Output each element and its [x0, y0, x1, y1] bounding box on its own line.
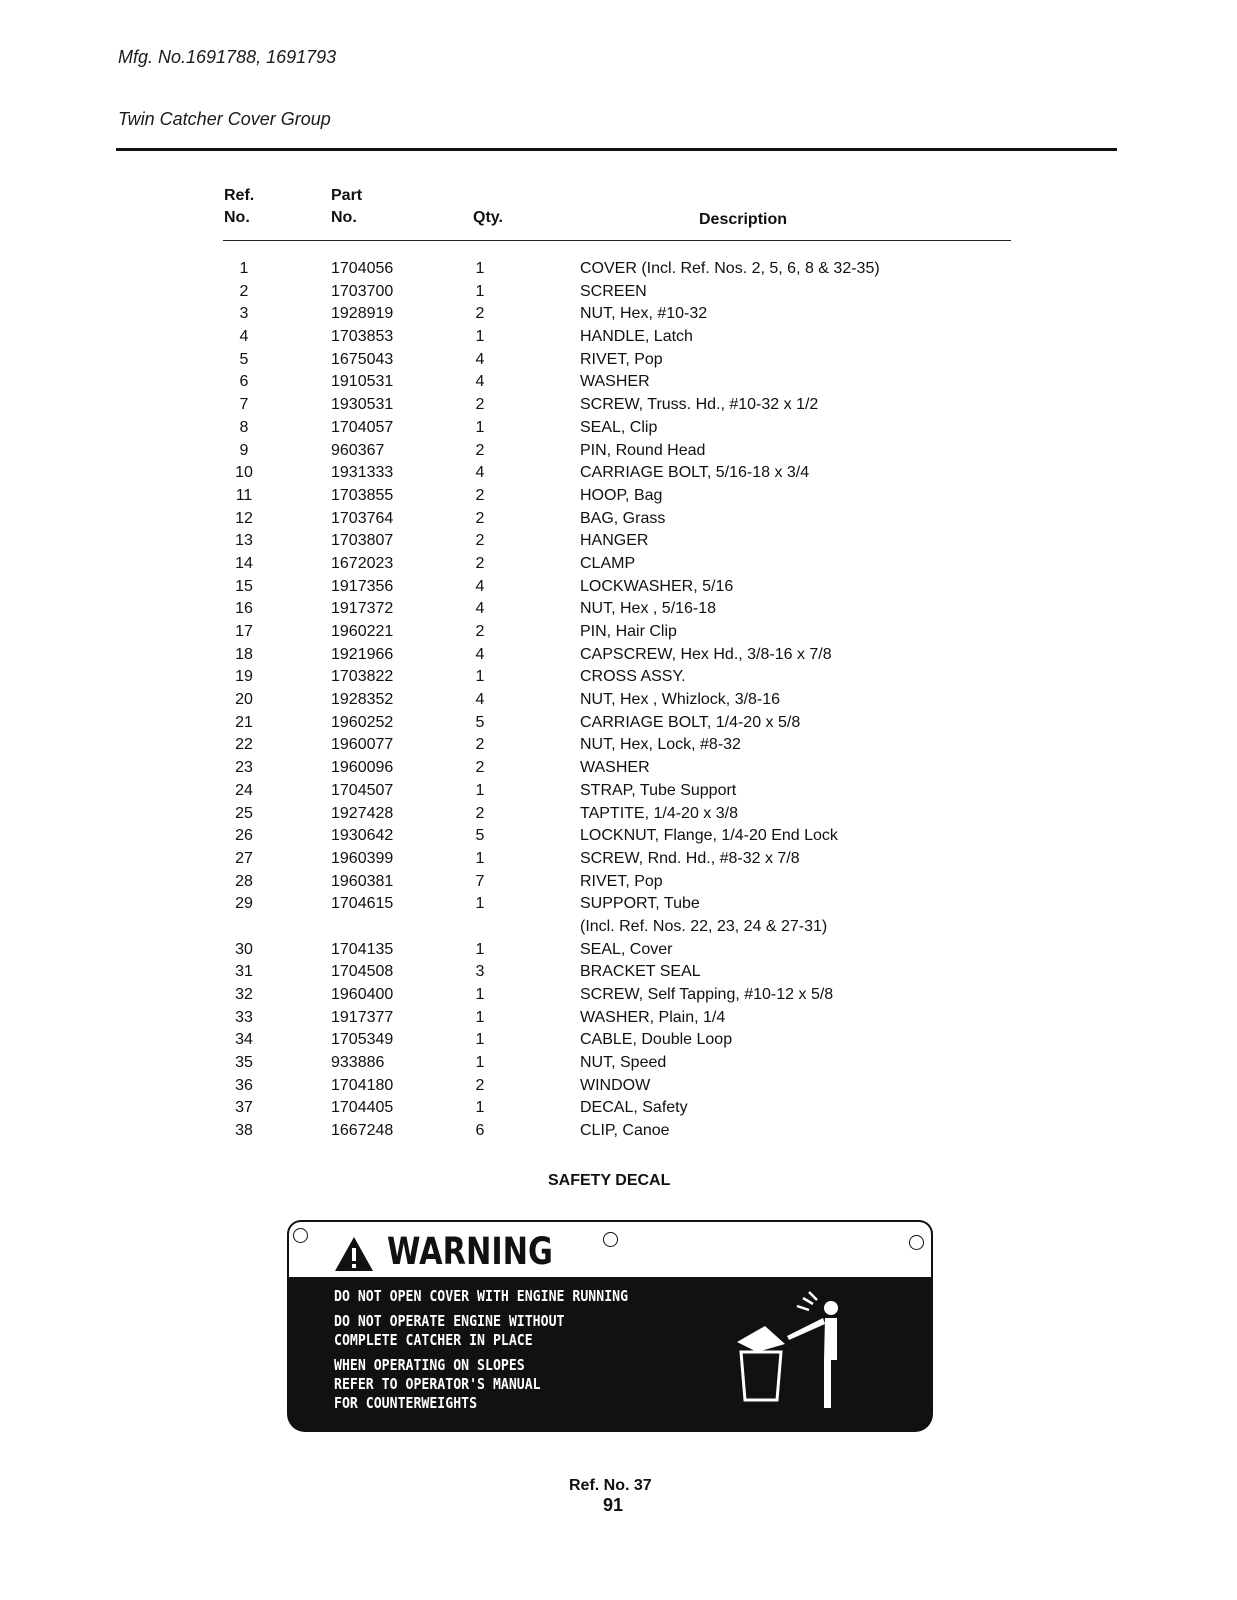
part-no-cell: 1704615 [331, 895, 394, 913]
part-no-cell: 1960221 [331, 623, 394, 640]
description-header: Description [699, 211, 788, 228]
part-no-cell: 1703853 [331, 328, 394, 346]
table-row [0, 848, 1237, 871]
qty-cell: 2 [475, 736, 485, 754]
ref-no-cell: 24 [235, 781, 253, 799]
description-cell: CROSS ASSY. [580, 668, 686, 686]
part-no-cell: 1960399 [331, 849, 394, 867]
page-number: 91 [603, 1495, 624, 1515]
ref-no-cell: 31 [235, 963, 253, 981]
qty-cell: 4 [475, 577, 485, 595]
ref-no-cell: 19 [235, 668, 253, 686]
part-no-cell: 1704135 [331, 940, 394, 958]
description-cell: WINDOW [580, 1076, 651, 1094]
ref-no-cell: 14 [235, 554, 253, 572]
part-no-cell: 1931333 [331, 464, 394, 482]
description-cell: (Incl. Ref. Nos. 22, 23, 24 & 27-31) [580, 917, 828, 935]
ref-no-cell: 30 [235, 940, 253, 958]
table-row [0, 303, 1237, 326]
part-no-cell: 1960400 [331, 986, 394, 1003]
qty-cell: 1 [475, 781, 485, 799]
part-no-cell: 1927428 [331, 804, 394, 822]
table-row [0, 326, 1237, 349]
qty-cell: 4 [475, 691, 485, 709]
ref-no-cell: 28 [235, 872, 253, 890]
description-cell: BRACKET SEAL [580, 963, 701, 981]
part-no-cell: 1667248 [331, 1122, 394, 1140]
qty-cell: 1 [475, 668, 485, 686]
part-no-cell: 1704180 [331, 1076, 394, 1094]
description-cell: SCREW, Truss. Hd., #10-32 x 1/2 [580, 396, 819, 414]
ref-no-cell: 3 [239, 305, 249, 323]
ref-no-cell: 22 [235, 736, 253, 754]
qty-cell: 2 [475, 396, 485, 414]
table-row [0, 712, 1237, 735]
qty-cell: 2 [475, 509, 485, 527]
table-row [0, 689, 1237, 712]
description-cell: STRAP, Tube Support [580, 781, 737, 799]
part-header-line2: No. [331, 209, 357, 226]
part-no-cell: 1705349 [331, 1031, 394, 1049]
warning-line: FOR COUNTERWEIGHTS [334, 1394, 478, 1412]
table-row [0, 530, 1237, 553]
ref-no-cell: 29 [235, 895, 253, 913]
qty-cell: 4 [475, 464, 485, 482]
table-row [0, 598, 1237, 621]
description-cell: CARRIAGE BOLT, 5/16-18 x 3/4 [580, 464, 810, 482]
table-row [0, 893, 1237, 916]
ref-no-cell: 10 [235, 464, 253, 482]
warning-line: COMPLETE CATCHER IN PLACE [334, 1331, 533, 1349]
table-row [0, 349, 1237, 372]
table-row [0, 644, 1237, 667]
part-no-cell: 1930531 [331, 396, 394, 414]
ref-no-cell: 4 [239, 328, 249, 346]
part-no-cell: 1928352 [331, 691, 394, 709]
description-cell: WASHER [580, 759, 650, 777]
table-row [0, 394, 1237, 417]
table-row [0, 1029, 1237, 1052]
table-row [0, 757, 1237, 780]
table-row [0, 984, 1237, 1007]
part-no-cell: 1703700 [331, 282, 394, 300]
qty-cell: 3 [475, 963, 485, 981]
qty-cell: 4 [475, 645, 485, 663]
ref-no-cell: 32 [235, 986, 253, 1003]
qty-cell: 1 [475, 328, 485, 346]
ref-no-cell: 17 [235, 623, 253, 640]
description-cell: CLIP, Canoe [580, 1122, 670, 1140]
table-header-rule [223, 240, 1011, 241]
description-cell: HOOP, Bag [580, 486, 663, 504]
description-cell: HANDLE, Latch [580, 328, 693, 346]
ref-no-cell: 12 [235, 509, 253, 527]
description-cell: HANGER [580, 532, 649, 550]
ref-no-cell: 18 [235, 645, 253, 663]
description-cell: COVER (Incl. Ref. Nos. 2, 5, 6, 8 & 32-35) [580, 260, 880, 277]
ref-no-cell: 25 [235, 804, 253, 822]
qty-cell: 1 [475, 260, 485, 277]
qty-cell: 2 [475, 441, 485, 459]
part-no-cell: 933886 [331, 1054, 385, 1072]
description-cell: SUPPORT, Tube [580, 895, 700, 913]
part-no-cell: 1917377 [331, 1008, 394, 1026]
ref-no-cell: 13 [235, 532, 253, 550]
table-row [0, 939, 1237, 962]
part-no-cell: 1703764 [331, 509, 394, 527]
description-cell: PIN, Round Head [580, 441, 706, 459]
part-no-cell: 1703822 [331, 668, 394, 686]
ref-no-cell: 21 [235, 713, 253, 731]
part-no-cell: 1672023 [331, 554, 394, 572]
ref-no-cell: 37 [235, 1099, 253, 1117]
table-row [0, 576, 1237, 599]
part-no-cell: 1960096 [331, 759, 394, 777]
qty-cell: 1 [475, 895, 485, 913]
qty-cell: 1 [475, 1008, 485, 1026]
description-cell: BAG, Grass [580, 509, 666, 527]
description-cell: SCREW, Rnd. Hd., #8-32 x 7/8 [580, 849, 800, 867]
page-title: Twin Catcher Cover Group [118, 109, 331, 129]
qty-cell: 4 [475, 600, 485, 618]
table-row [0, 1075, 1237, 1098]
warning-triangle-icon [334, 1236, 374, 1272]
manufacturer-numbers: Mfg. No.1691788, 1691793 [118, 47, 337, 67]
ref-no-header [224, 185, 254, 229]
part-no-cell: 1704507 [331, 781, 394, 799]
qty-cell: 1 [475, 940, 485, 958]
part-no-cell: 1960381 [331, 872, 394, 890]
safety-decal-title: SAFETY DECAL [548, 1172, 671, 1189]
description-cell: PIN, Hair Clip [580, 623, 677, 640]
table-row [0, 1097, 1237, 1120]
ref-no-cell: 9 [239, 441, 249, 459]
ref-no-cell: 8 [239, 418, 249, 436]
part-no-cell: 1930642 [331, 827, 394, 845]
qty-cell: 2 [475, 554, 485, 572]
table-row [0, 1007, 1237, 1030]
qty-cell: 2 [475, 532, 485, 550]
table-row [0, 961, 1237, 984]
qty-header: Qty. [473, 209, 503, 226]
part-no-cell: 1917372 [331, 600, 394, 618]
table-row [0, 462, 1237, 485]
part-header-line1: Part [331, 187, 363, 204]
part-no-cell: 1703807 [331, 532, 394, 550]
table-row [0, 780, 1237, 803]
qty-cell: 5 [475, 713, 485, 731]
description-cell: NUT, Hex , 5/16-18 [580, 600, 717, 618]
description-cell: CLAMP [580, 554, 636, 572]
table-row [0, 871, 1237, 894]
description-cell: DECAL, Safety [580, 1099, 688, 1117]
qty-cell: 4 [475, 350, 485, 368]
ref-no-cell: 26 [235, 827, 253, 845]
description-cell: CAPSCREW, Hex Hd., 3/8-16 x 7/8 [580, 645, 832, 663]
description-cell: NUT, Speed [580, 1054, 667, 1072]
part-no-header [331, 185, 362, 229]
parts-table [0, 258, 1237, 1143]
table-row [0, 666, 1237, 689]
qty-cell: 4 [475, 373, 485, 391]
ref-no-cell: 23 [235, 759, 253, 777]
mounting-hole-icon [293, 1228, 308, 1243]
ref-no-cell: 2 [239, 282, 249, 300]
ref-no-cell: 35 [235, 1054, 253, 1072]
ref-no-cell: 15 [235, 577, 253, 595]
warning-line: REFER TO OPERATOR'S MANUAL [334, 1375, 541, 1393]
qty-cell: 1 [475, 986, 485, 1003]
table-row [0, 485, 1237, 508]
footer-ref-number: Ref. No. 37 [569, 1477, 652, 1494]
qty-cell: 7 [475, 872, 485, 890]
mounting-hole-icon [909, 1235, 924, 1250]
header-rule [116, 148, 1117, 151]
operator-catcher-pictogram-icon [727, 1290, 857, 1420]
description-cell: SCREW, Self Tapping, #10-12 x 5/8 [580, 986, 834, 1003]
ref-no-cell: 11 [235, 486, 253, 504]
warning-line: DO NOT OPEN COVER WITH ENGINE RUNNING [334, 1287, 629, 1305]
description-cell: NUT, Hex , Whizlock, 3/8-16 [580, 691, 781, 709]
description-cell: LOCKWASHER, 5/16 [580, 577, 734, 595]
qty-cell: 1 [475, 418, 485, 436]
table-row [0, 417, 1237, 440]
description-cell: RIVET, Pop [580, 350, 663, 368]
qty-cell: 6 [475, 1122, 485, 1140]
ref-no-cell: 7 [239, 396, 249, 414]
description-cell: LOCKNUT, Flange, 1/4-20 End Lock [580, 827, 838, 845]
description-cell: CARRIAGE BOLT, 1/4-20 x 5/8 [580, 713, 801, 731]
qty-cell: 2 [475, 1076, 485, 1094]
qty-cell: 2 [475, 623, 485, 640]
qty-cell: 1 [475, 1031, 485, 1049]
warning-line: DO NOT OPERATE ENGINE WITHOUT [334, 1312, 565, 1330]
table-row [0, 1120, 1237, 1143]
description-cell: WASHER, Plain, 1/4 [580, 1008, 726, 1026]
ref-no-cell: 1 [239, 260, 249, 277]
qty-cell: 1 [475, 1054, 485, 1072]
table-row [0, 553, 1237, 576]
mounting-hole-icon [603, 1232, 618, 1247]
table-row [0, 371, 1237, 394]
description-cell: NUT, Hex, Lock, #8-32 [580, 736, 741, 754]
ref-no-cell: 34 [235, 1031, 253, 1049]
warning-word: WARNING [387, 1230, 553, 1273]
warning-line: WHEN OPERATING ON SLOPES [334, 1356, 525, 1374]
description-cell: SEAL, Cover [580, 940, 673, 958]
part-no-cell: 1921966 [331, 645, 394, 663]
part-no-cell: 960367 [331, 441, 385, 459]
table-row [0, 916, 1237, 939]
part-no-cell: 1703855 [331, 486, 394, 504]
safety-decal [287, 1220, 933, 1432]
description-cell: RIVET, Pop [580, 872, 663, 890]
part-no-cell: 1910531 [331, 373, 394, 391]
ref-no-cell: 27 [235, 849, 253, 867]
part-no-cell: 1704508 [331, 963, 394, 981]
ref-no-cell: 36 [235, 1076, 253, 1094]
qty-cell: 2 [475, 305, 485, 323]
description-cell: WASHER [580, 373, 650, 391]
ref-no-cell: 20 [235, 691, 253, 709]
description-cell: SEAL, Clip [580, 418, 658, 436]
ref-header-line2: No. [224, 209, 250, 226]
ref-header-line1: Ref. [224, 187, 255, 204]
ref-no-cell: 16 [235, 600, 253, 618]
table-row [0, 440, 1237, 463]
qty-cell: 2 [475, 804, 485, 822]
part-no-cell: 1675043 [331, 350, 394, 368]
qty-cell: 2 [475, 759, 485, 777]
ref-no-cell: 33 [235, 1008, 253, 1026]
table-row [0, 1052, 1237, 1075]
qty-cell: 1 [475, 282, 485, 300]
ref-no-cell: 5 [239, 350, 249, 368]
part-no-cell: 1917356 [331, 577, 394, 595]
decal-header [287, 1220, 933, 1279]
qty-cell: 1 [475, 849, 485, 867]
description-cell: TAPTITE, 1/4-20 x 3/8 [580, 804, 738, 822]
description-cell: CABLE, Double Loop [580, 1031, 733, 1049]
qty-cell: 2 [475, 486, 485, 504]
description-cell: SCREEN [580, 282, 647, 300]
part-no-cell: 1704057 [331, 418, 394, 436]
table-row [0, 621, 1237, 644]
part-no-cell: 1704056 [331, 260, 394, 277]
table-row [0, 803, 1237, 826]
ref-no-cell: 38 [235, 1122, 253, 1140]
table-row [0, 258, 1237, 281]
qty-cell: 5 [475, 827, 485, 845]
table-row [0, 825, 1237, 848]
part-no-cell: 1704405 [331, 1099, 394, 1117]
part-no-cell: 1960077 [331, 736, 394, 754]
qty-cell: 1 [475, 1099, 485, 1117]
table-row [0, 508, 1237, 531]
table-row [0, 734, 1237, 757]
part-no-cell: 1960252 [331, 713, 394, 731]
part-no-cell: 1928919 [331, 305, 394, 323]
table-row [0, 281, 1237, 304]
description-cell: NUT, Hex, #10-32 [580, 305, 708, 323]
ref-no-cell: 6 [239, 373, 249, 391]
